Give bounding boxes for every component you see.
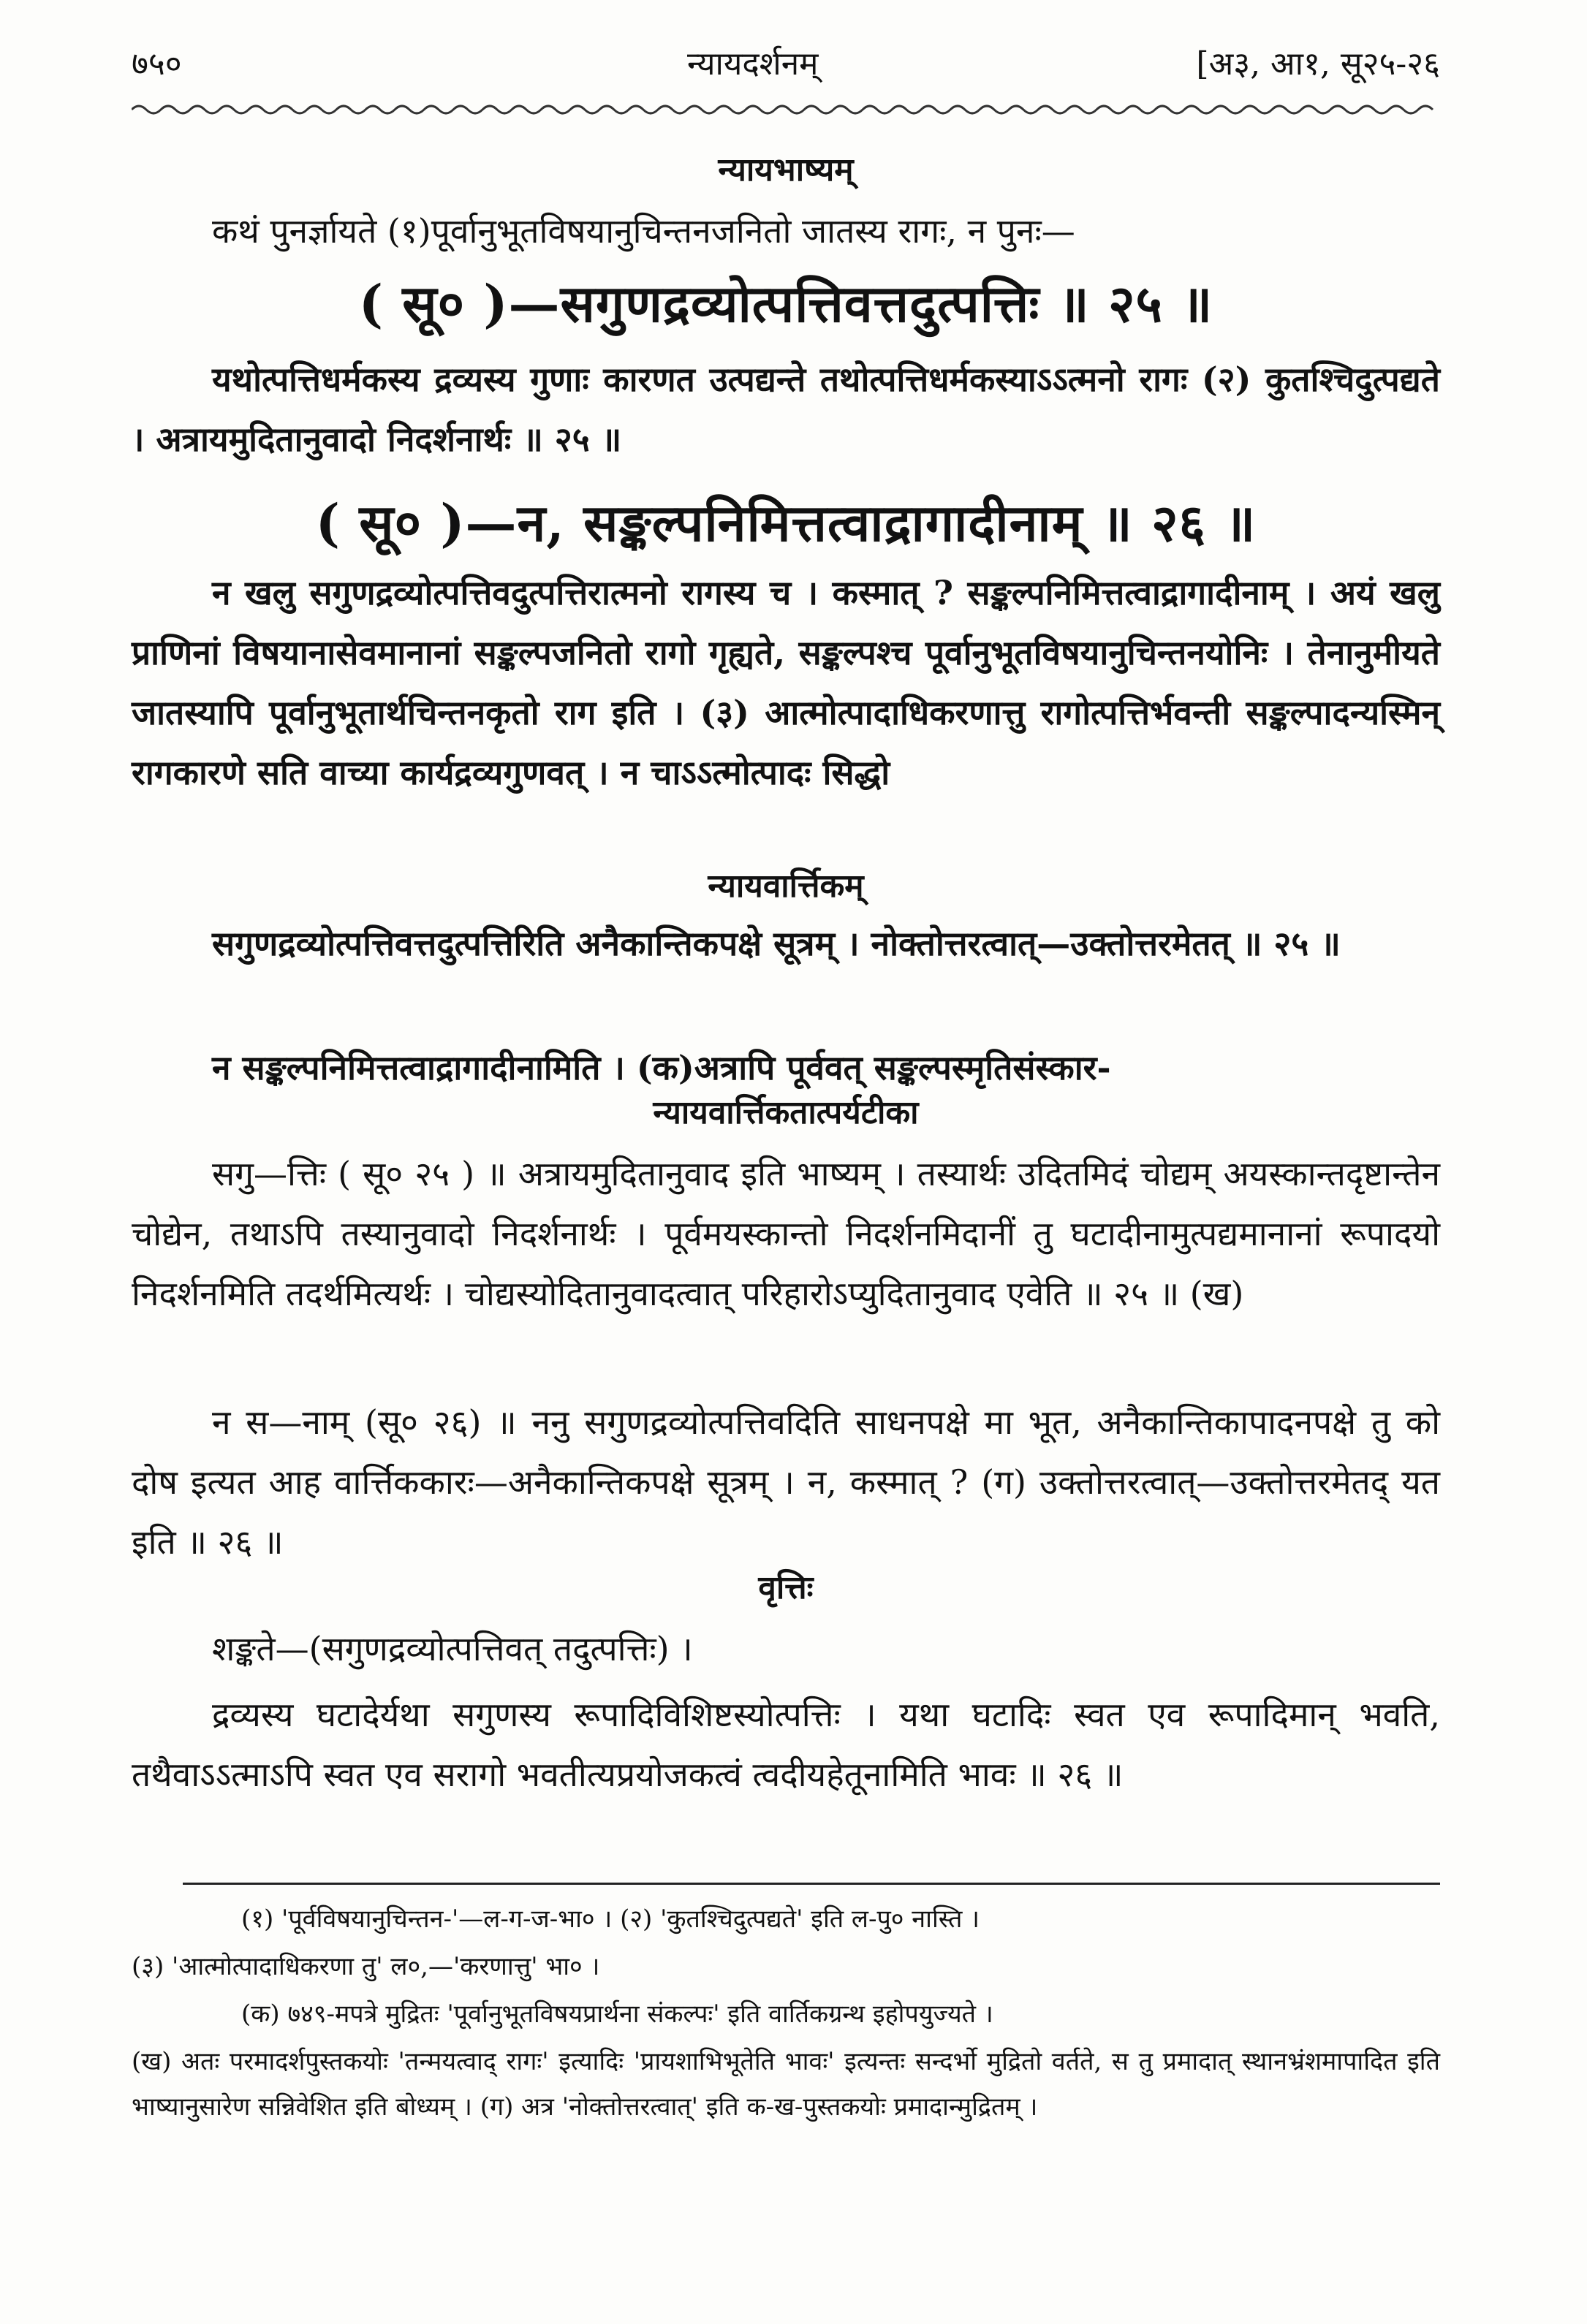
running-title: न्यायदर्शनम् bbox=[687, 45, 819, 83]
footnote-b-c: (ख) अतः परमादर्शपुस्तकयोः 'तन्मयत्वाद् रागः' इत्यादिः 'प्रायशाभिभूतेति भावः' इत्यन्तः सन्दर्भो मुद्रितो वर्तते, स तु प्रमादात् स्थानभ्रंशमापादित इति भाष्यानुसारेण सन्निवेशित इति बोध्यम् । (ग) अत्र 'नोक्तोत्तरत्वात्' इति क-ख-पुस्तकयोः प्रमादान्मुद्रितम् । bbox=[132, 2047, 1440, 2122]
footnote-1-2: (१) 'पूर्वविषयानुचिन्तन-'—ल-ग-ज-भा० । (२) 'कुतश्चिदुत्पद्यते' इति ल-पु० नास्ति । bbox=[241, 1905, 980, 1934]
vartika-paragraph-2: न सङ्कल्पनिमित्तत्वाद्रागादीनामिति । (क)अत्रापि पूर्ववत् सङ्कल्पस्मृतिसंस्कार- bbox=[212, 1048, 1111, 1087]
bhashya-intro: कथं पुनर्ज्ञायते (१)पूर्वानुभूतविषयानुचिन्तनजनितो जातस्य रागः, न पुनः— bbox=[212, 211, 1075, 251]
tika-paragraph-1: सगु—त्तिः ( सू० २५ ) ॥ अत्रायमुदितानुवाद इति भाष्यम् । तस्यार्थः उदितमिदं चोद्यम् अयस्कान्तदृष्टान्तेन चोद्येन, तथाऽपि तस्यानुवादो निदर्शनार्थः । पूर्वमयस्कान्तो निदर्शनमिदानीं तु घटादीनामुत्पद्यमानानां रूपादयो निदर्शनमिति तदर्थमित्यर्थः । चोद्यस्योदितानुवादत्वात् परिहारोऽप्युदितानुवाद एवेति ॥ २५ ॥ (ख) bbox=[132, 1154, 1440, 1313]
sutra-26: ( सू० )—न, सङ्कल्पनिमित्तत्वाद्रागादीनाम् ॥ २६ ॥ bbox=[315, 493, 1257, 553]
vritti-line-1: शङ्कते—(सगुणद्रव्योत्पत्तिवत् तदुत्पत्तिः) । bbox=[212, 1629, 693, 1668]
page-number: ७५० bbox=[132, 45, 182, 83]
vartika-heading: न्यायवार्त्तिकम् bbox=[708, 867, 864, 905]
bhashya-paragraph-25: यथोत्पत्तिधर्मकस्य द्रव्यस्य गुणाः कारणत उत्पद्यन्ते तथोत्पत्तिधर्मकस्याऽऽत्मनो रागः (२) कुतश्चिदुत्पद्यते । अत्रायमुदितानुवादो निदर्शनार्थः ॥ २५ ॥ bbox=[132, 360, 1440, 459]
footnote-3: (३) 'आत्मोत्पादाधिकरणा तु' ल०,—'करणात्तु' भा० । bbox=[132, 1952, 600, 1981]
bhashya-heading: न्यायभाष्यम् bbox=[718, 151, 854, 189]
vritti-heading: वृत्तिः bbox=[758, 1569, 814, 1606]
tika-heading: न्यायवार्त्तिकतात्पर्यटीका bbox=[653, 1094, 919, 1131]
section-reference: [अ३, आ१, सू२५-२६ bbox=[1196, 45, 1440, 83]
tika-paragraph-2: न स—नाम् (सू० २६) ॥ ननु सगुणद्रव्योत्पत्तिवदिति साधनपक्षे मा भूत, अनैकान्तिकापादनपक्षे तु को दोष इत्यत आह वार्त्तिककारः—अनैकान्तिकपक्षे सूत्रम् । न, कस्मात् ? (ग) उक्तोत्तरत्वात्—उक्तोत्तरमेतद् यत इति ॥ २६ ॥ bbox=[132, 1402, 1440, 1562]
footnote-a: (क) ७४९-मपत्रे मुद्रितः 'पूर्वानुभूतविषयप्रार्थना संकल्पः' इति वार्तिकग्रन्थ इहोपयुज्यते । bbox=[241, 2000, 993, 2029]
page-header bbox=[132, 40, 1440, 91]
bhashya-paragraph-26: न खलु सगुणद्रव्योत्पत्तिवदुत्पत्तिरात्मनो रागस्य च । कस्मात् ? सङ्कल्पनिमित्तत्वाद्रागादीनाम् । अयं खलु प्राणिनां विषयानासेवमानानां सङ्कल्पजनितो रागो गृह्यते, सङ्कल्पश्च पूर्वानुभूतविषयानुचिन्तनयोनिः । तेनानुमीयते जातस्यापि पूर्वानुभूतार्थचिन्तनकृतो राग इति । (३) आत्मोत्पादाधिकरणात्तु रागोत्पत्तिर्भवन्ती सङ्कल्पादन्यस्मिन् रागकारणे सति वाच्या कार्यद्रव्यगुणवत् । न चाऽऽत्मोत्पादः सिद्धो bbox=[132, 573, 1440, 792]
sutra-25: ( सू० )—सगुणद्रव्योत्पत्तिवत्तदुत्पत्तिः ॥ २५ ॥ bbox=[358, 273, 1213, 334]
footnote-separator bbox=[183, 1883, 1440, 1885]
header-wavy-rule bbox=[132, 102, 1440, 117]
vritti-paragraph: द्रव्यस्य घटादेर्यथा सगुणस्य रूपादिविशिष्टस्योत्पत्तिः । यथा घटादिः स्वत एव रूपादिमान् भवति, तथैवाऽऽत्माऽपि स्वत एव सरागो भवतीत्यप्रयोजकत्वं त्वदीयहेतूनामिति भावः ॥ २६ ॥ bbox=[132, 1695, 1440, 1794]
vartika-paragraph-1: सगुणद्रव्योत्पत्तिवत्तदुत्पत्तिरिति अनैकान्तिकपक्षे सूत्रम् । नोक्तोत्तरत्वात्—उक्तोत्तरमेतत् ॥ २५ ॥ bbox=[212, 924, 1341, 963]
